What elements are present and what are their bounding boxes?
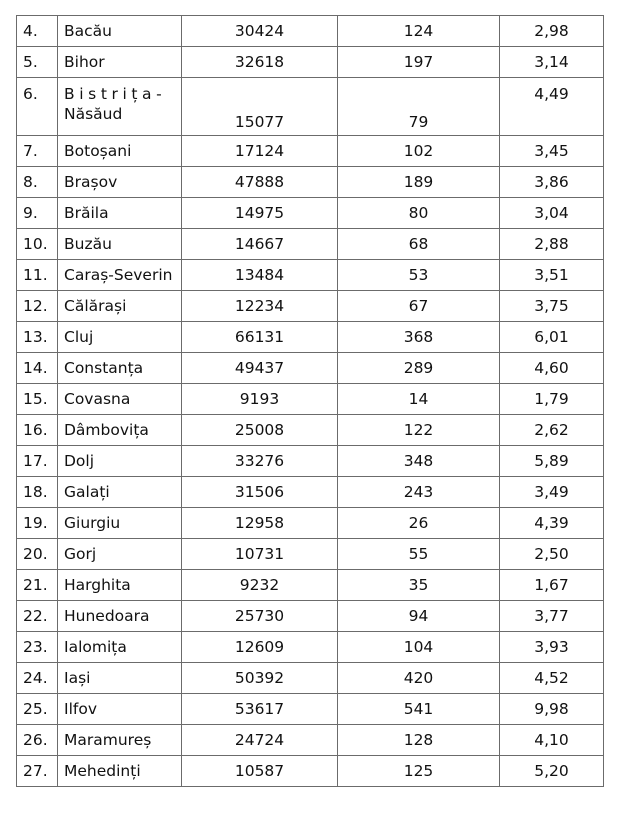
value-col-1: 10587 — [182, 756, 338, 787]
row-number: 14. — [17, 353, 58, 384]
value-col-2: 128 — [338, 725, 500, 756]
row-number: 16. — [17, 415, 58, 446]
value-col-1: 47888 — [182, 167, 338, 198]
county-data-table — [16, 15, 604, 787]
row-number: 19. — [17, 508, 58, 539]
value-col-3: 3,14 — [500, 47, 604, 78]
table-row — [17, 167, 604, 198]
value-col-1: 33276 — [182, 446, 338, 477]
table-row — [17, 446, 604, 477]
row-number: 17. — [17, 446, 58, 477]
county-name: Buzău — [58, 229, 182, 260]
value-col-3: 4,10 — [500, 725, 604, 756]
row-number: 26. — [17, 725, 58, 756]
row-number: 27. — [17, 756, 58, 787]
value-col-3: 1,79 — [500, 384, 604, 415]
table-row — [17, 508, 604, 539]
value-col-2: 80 — [338, 198, 500, 229]
value-col-1: 66131 — [182, 322, 338, 353]
value-col-3: 3,75 — [500, 291, 604, 322]
value-col-3: 4,60 — [500, 353, 604, 384]
value-col-2: 124 — [338, 16, 500, 47]
table-row — [17, 260, 604, 291]
value-col-2: 35 — [338, 570, 500, 601]
row-number: 18. — [17, 477, 58, 508]
value-col-1: 12234 — [182, 291, 338, 322]
county-name: Gorj — [58, 539, 182, 570]
county-name: Botoșani — [58, 136, 182, 167]
value-col-2: 68 — [338, 229, 500, 260]
value-col-1: 25008 — [182, 415, 338, 446]
value-col-1: 50392 — [182, 663, 338, 694]
row-number: 12. — [17, 291, 58, 322]
value-col-2: 122 — [338, 415, 500, 446]
table-row — [17, 291, 604, 322]
county-name: Ilfov — [58, 694, 182, 725]
value-col-1: 49437 — [182, 353, 338, 384]
value-col-2: 14 — [338, 384, 500, 415]
county-name: Maramureș — [58, 725, 182, 756]
value-col-2: 189 — [338, 167, 500, 198]
row-number: 25. — [17, 694, 58, 725]
row-number: 4. — [17, 16, 58, 47]
value-col-3: 3,04 — [500, 198, 604, 229]
county-name: Caraș-Severin — [58, 260, 182, 291]
table-row — [17, 477, 604, 508]
table-row — [17, 198, 604, 229]
row-number: 15. — [17, 384, 58, 415]
county-name: Călărași — [58, 291, 182, 322]
value-col-3: 9,98 — [500, 694, 604, 725]
value-col-1: 10731 — [182, 539, 338, 570]
county-name-line-2: Năsăud — [64, 105, 123, 123]
value-col-3: 2,98 — [500, 16, 604, 47]
value-col-3: 3,51 — [500, 260, 604, 291]
value-col-2: 420 — [338, 663, 500, 694]
value-col-3: 3,77 — [500, 601, 604, 632]
table-row — [17, 322, 604, 353]
value-col-2: 79 — [338, 78, 500, 136]
value-col-1: 9232 — [182, 570, 338, 601]
county-name — [58, 78, 182, 136]
county-name: Hunedoara — [58, 601, 182, 632]
row-number: 22. — [17, 601, 58, 632]
value-col-3: 3,86 — [500, 167, 604, 198]
value-col-2: 102 — [338, 136, 500, 167]
value-col-2: 197 — [338, 47, 500, 78]
value-col-1: 14975 — [182, 198, 338, 229]
value-col-3: 5,89 — [500, 446, 604, 477]
value-col-2: 104 — [338, 632, 500, 663]
value-col-2: 26 — [338, 508, 500, 539]
table-row — [17, 16, 604, 47]
table-row — [17, 632, 604, 663]
county-name: Brașov — [58, 167, 182, 198]
county-name: Giurgiu — [58, 508, 182, 539]
county-name: Mehedinți — [58, 756, 182, 787]
value-col-1: 13484 — [182, 260, 338, 291]
value-col-2: 541 — [338, 694, 500, 725]
table-row — [17, 415, 604, 446]
value-col-1: 12958 — [182, 508, 338, 539]
table-row — [17, 725, 604, 756]
table-row — [17, 570, 604, 601]
table-row — [17, 601, 604, 632]
row-number: 6. — [17, 78, 58, 136]
county-name: Brăila — [58, 198, 182, 229]
row-number: 8. — [17, 167, 58, 198]
county-name: Ialomița — [58, 632, 182, 663]
value-col-2: 55 — [338, 539, 500, 570]
value-col-1: 53617 — [182, 694, 338, 725]
table-row — [17, 539, 604, 570]
value-col-3: 1,67 — [500, 570, 604, 601]
value-col-3: 4,52 — [500, 663, 604, 694]
table-row — [17, 229, 604, 260]
row-number: 11. — [17, 260, 58, 291]
county-name: Dolj — [58, 446, 182, 477]
row-number: 23. — [17, 632, 58, 663]
value-col-3: 4,49 — [500, 78, 604, 136]
county-name: Iași — [58, 663, 182, 694]
table-row — [17, 136, 604, 167]
value-col-2: 348 — [338, 446, 500, 477]
value-col-1: 17124 — [182, 136, 338, 167]
county-name: Harghita — [58, 570, 182, 601]
value-col-3: 2,50 — [500, 539, 604, 570]
county-name: Bihor — [58, 47, 182, 78]
county-name: Constanța — [58, 353, 182, 384]
row-number: 10. — [17, 229, 58, 260]
county-name: Dâmbovița — [58, 415, 182, 446]
value-col-1: 12609 — [182, 632, 338, 663]
value-col-3: 2,62 — [500, 415, 604, 446]
value-col-1: 9193 — [182, 384, 338, 415]
value-col-2: 125 — [338, 756, 500, 787]
value-col-3: 6,01 — [500, 322, 604, 353]
county-name: Bacău — [58, 16, 182, 47]
value-col-2: 94 — [338, 601, 500, 632]
value-col-1: 31506 — [182, 477, 338, 508]
row-number: 21. — [17, 570, 58, 601]
value-col-3: 2,88 — [500, 229, 604, 260]
row-number: 20. — [17, 539, 58, 570]
value-col-1: 25730 — [182, 601, 338, 632]
row-number: 13. — [17, 322, 58, 353]
table-row — [17, 756, 604, 787]
value-col-1: 15077 — [182, 78, 338, 136]
value-col-3: 5,20 — [500, 756, 604, 787]
value-col-1: 24724 — [182, 725, 338, 756]
value-col-2: 243 — [338, 477, 500, 508]
table-row — [17, 663, 604, 694]
row-number: 7. — [17, 136, 58, 167]
value-col-1: 30424 — [182, 16, 338, 47]
row-number: 24. — [17, 663, 58, 694]
table-row — [17, 47, 604, 78]
value-col-3: 4,39 — [500, 508, 604, 539]
value-col-2: 289 — [338, 353, 500, 384]
value-col-1: 14667 — [182, 229, 338, 260]
value-col-3: 3,45 — [500, 136, 604, 167]
table-row — [17, 384, 604, 415]
county-name: Galați — [58, 477, 182, 508]
value-col-2: 53 — [338, 260, 500, 291]
table-row — [17, 78, 604, 136]
row-number: 5. — [17, 47, 58, 78]
value-col-3: 3,49 — [500, 477, 604, 508]
county-name-line-1: Bistrița- — [64, 85, 167, 103]
table-row — [17, 694, 604, 725]
value-col-3: 3,93 — [500, 632, 604, 663]
value-col-1: 32618 — [182, 47, 338, 78]
value-col-2: 67 — [338, 291, 500, 322]
value-col-2: 368 — [338, 322, 500, 353]
table-row — [17, 353, 604, 384]
county-name: Covasna — [58, 384, 182, 415]
county-name: Cluj — [58, 322, 182, 353]
row-number: 9. — [17, 198, 58, 229]
